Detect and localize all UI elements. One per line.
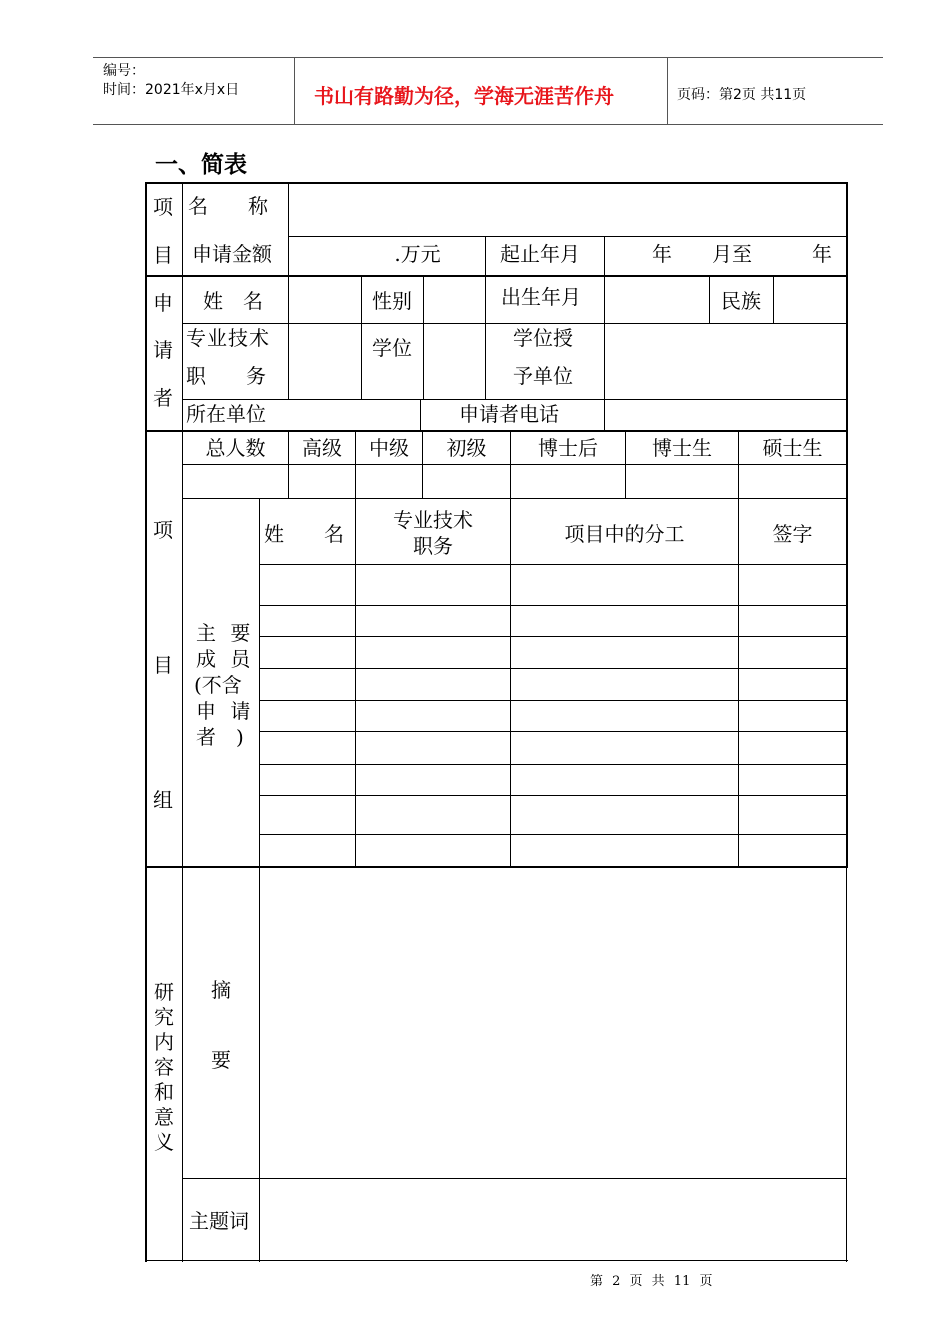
project-name-field[interactable] xyxy=(292,196,842,230)
applicant-side-3: 者 xyxy=(153,386,173,410)
members-label-4: 申 请 xyxy=(196,699,251,723)
header-page-label: 页码：第2页 共11页 xyxy=(677,87,807,103)
period-label: 起止年月 xyxy=(500,242,580,266)
gender-label: 性别 xyxy=(372,289,412,313)
count-header-middle: 中级 xyxy=(369,436,409,460)
ethnicity-label: 民族 xyxy=(721,289,761,313)
header-code-label: 编号： xyxy=(103,63,145,79)
keywords-field[interactable] xyxy=(262,1181,844,1257)
page-footer: 第 2 页 共 11 页 xyxy=(590,1274,713,1289)
project-side-label-top: 项 xyxy=(153,195,173,219)
research-side-label: 研究内容和意义 xyxy=(154,980,174,1154)
header-top-rule xyxy=(93,57,883,58)
member-header-sign: 签字 xyxy=(772,522,813,546)
count-header-junior: 初级 xyxy=(446,436,487,460)
header-divider-left xyxy=(294,57,295,125)
degree-grantor-line1: 学位授 xyxy=(513,326,573,350)
count-header-total: 总人数 xyxy=(205,436,266,460)
member-header-title-2: 职务 xyxy=(413,534,453,558)
org-field[interactable] xyxy=(290,401,419,429)
applicant-side-2: 请 xyxy=(153,338,173,362)
members-label-2: 成 员 xyxy=(196,647,251,671)
count-header-postdoc: 博士后 xyxy=(538,436,598,460)
section-title: 一、简表 xyxy=(155,152,247,178)
title-field[interactable] xyxy=(290,325,360,398)
project-side-label-bottom: 目 xyxy=(153,243,173,267)
header-motto: 书山有路勤为径，学海无涯苦作舟 xyxy=(314,84,614,108)
period-field[interactable]: 年 月至 年 xyxy=(652,242,832,266)
members-label-3: (不含 xyxy=(194,673,242,697)
ethnicity-field[interactable] xyxy=(775,278,845,322)
title-label-line2: 职 务 xyxy=(186,364,266,388)
applicant-name-label: 姓 名 xyxy=(203,289,263,313)
header-time-label: 时间：2021年x月x日 xyxy=(103,82,240,98)
member-header-name: 姓 名 xyxy=(264,522,344,546)
members-label-1: 主 要 xyxy=(196,621,251,645)
member-header-title-1: 专业技术 xyxy=(393,508,473,532)
degree-grantor-line2: 予单位 xyxy=(513,364,573,388)
gender-field[interactable] xyxy=(425,278,484,322)
birth-label: 出生年月 xyxy=(501,285,581,309)
org-label: 所在单位 xyxy=(186,402,266,426)
team-side-3: 组 xyxy=(153,788,173,812)
abstract-label-1: 摘 xyxy=(211,978,231,1002)
degree-label: 学位 xyxy=(372,336,412,360)
applicant-name-field[interactable] xyxy=(290,278,360,322)
count-header-senior: 高级 xyxy=(302,436,342,460)
phone-label: 申请者电话 xyxy=(459,402,559,426)
project-name-label: 名 称 xyxy=(188,194,268,218)
title-label-line1: 专业技术 xyxy=(186,326,270,350)
team-side-2: 目 xyxy=(153,653,173,677)
team-side-1: 项 xyxy=(153,518,173,542)
abstract-label-2: 要 xyxy=(211,1048,231,1072)
phone-field[interactable] xyxy=(606,401,845,429)
count-header-master: 硕士生 xyxy=(762,436,823,460)
members-label-5: 者 ) xyxy=(196,725,244,749)
member-header-role: 项目中的分工 xyxy=(564,522,685,546)
abstract-field[interactable] xyxy=(262,870,844,1176)
header-bottom-rule xyxy=(93,124,883,125)
amount-label: 申请金额 xyxy=(192,242,272,266)
amount-field[interactable]: .万元 xyxy=(394,242,441,266)
degree-field[interactable] xyxy=(425,325,484,398)
count-header-phd: 博士生 xyxy=(652,436,712,460)
header-divider-right xyxy=(667,57,668,125)
degree-grantor-field[interactable] xyxy=(606,325,845,398)
birth-field[interactable] xyxy=(606,278,708,322)
keywords-label: 主题词 xyxy=(189,1209,249,1233)
applicant-side-1: 申 xyxy=(153,291,173,315)
